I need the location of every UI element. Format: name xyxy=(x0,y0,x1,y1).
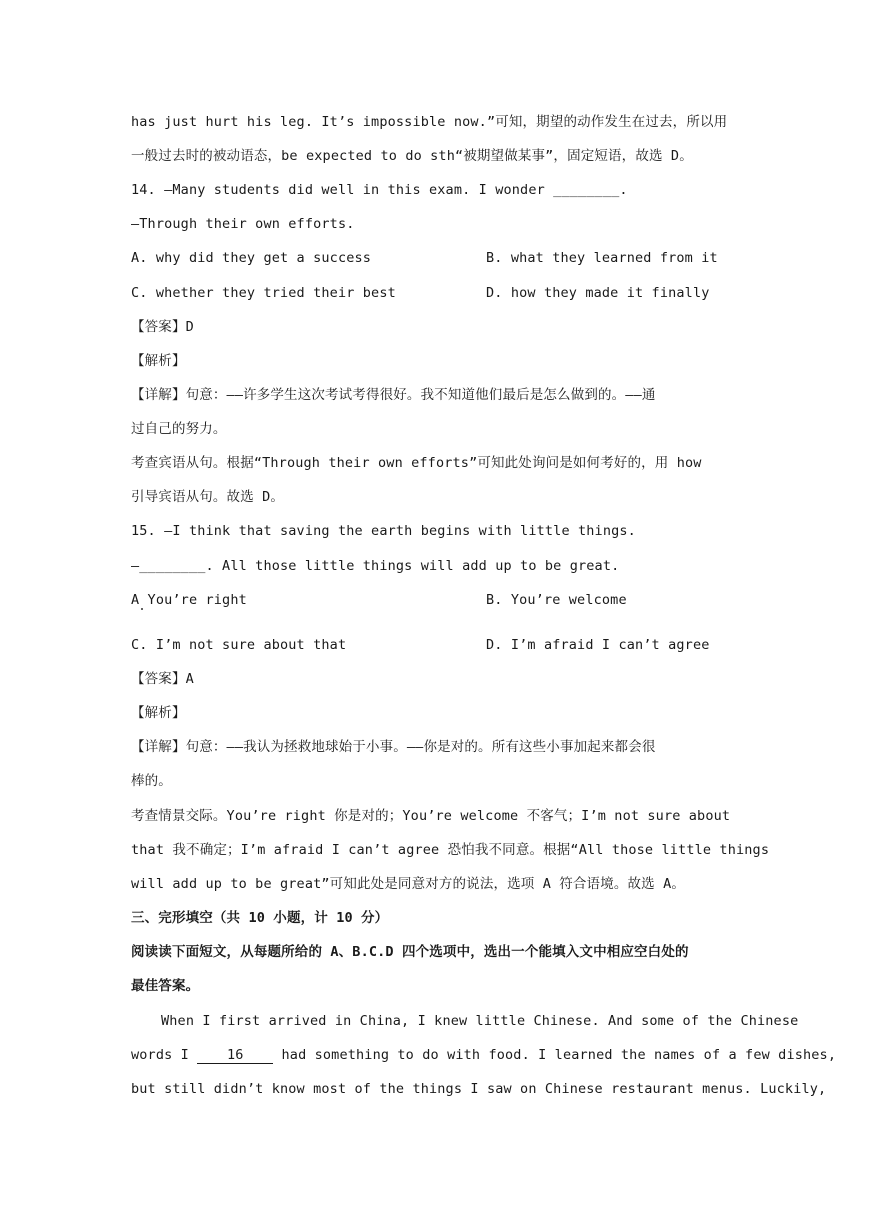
detail-text: 考查情景交际。You’re right 你是对的；You’re welcome 不客气；I’m not sure about xyxy=(131,808,731,824)
text-line: has just hurt his leg. It’s impossible now.”可知，期望的动作发生在过去，所以用 xyxy=(131,114,728,130)
detail-text: that 我不确定；I’m afraid I can’t agree 恐怕我不同意。根据“All those little things xyxy=(131,842,770,858)
text-line: 一般过去时的被动语态，be expected to do sth“被期望做某事”，固定短语，故选 D。 xyxy=(131,148,693,164)
section-instructions: 最佳答案。 xyxy=(131,978,200,994)
question-14: 14. —Many students did well in this exam. I wonder ________. xyxy=(131,182,628,198)
question-14-options-row2 xyxy=(131,283,741,303)
question-15-reply: —________. All those little things will add up to be great. xyxy=(131,558,620,574)
option-c: C. I’m not sure about that xyxy=(131,637,347,653)
detail-text: will add up to be great”可知此处是同意对方的说法，选项 A 符合语境。故选 A。 xyxy=(131,876,686,892)
option-a: A. why did they get a success xyxy=(131,250,372,266)
blank-16: 16 xyxy=(197,1047,273,1064)
detail-text: 【详解】句意：——许多学生这次考试考得很好。我不知道他们最后是怎么做到的。——通 xyxy=(131,387,656,403)
answer-label: 【答案】A xyxy=(131,671,194,687)
analysis-label: 【解析】 xyxy=(131,353,186,369)
question-15-options-row1 xyxy=(131,590,741,610)
question-14-options-row1 xyxy=(131,248,741,268)
detail-text: 考查宾语从句。根据“Through their own efforts”可知此处询问是如何考好的，用 how xyxy=(131,455,702,471)
answer-label: 【答案】D xyxy=(131,319,194,335)
option-a: A You’re right xyxy=(131,592,247,608)
detail-text: 引导宾语从句。故选 D。 xyxy=(131,489,285,505)
detail-text: 棒的。 xyxy=(131,773,172,789)
analysis-label: 【解析】 xyxy=(131,705,186,721)
passage-line: but still didn’t know most of the things I saw on Chinese restaurant menus. Luckily, xyxy=(131,1081,827,1097)
question-15: 15. —I think that saving the earth begins with little things. xyxy=(131,523,636,539)
option-d: D. I’m afraid I can’t agree xyxy=(486,637,710,653)
option-b: B. You’re welcome xyxy=(486,592,627,608)
passage-line: When I first arrived in China, I knew little Chinese. And some of the Chinese xyxy=(161,1013,799,1029)
passage-text: had something to do with food. I learned the names of a few dishes, xyxy=(273,1047,837,1063)
section-heading: 三、完形填空（共 10 小题，计 10 分） xyxy=(131,910,389,926)
detail-text: 过自己的努力。 xyxy=(131,421,227,437)
section-instructions: 阅读读下面短文，从每题所给的 A、B.C.D 四个选项中，选出一个能填入文中相应空白处的 xyxy=(131,944,689,960)
passage-text: words I xyxy=(131,1047,198,1063)
option-d: D. how they made it finally xyxy=(486,285,710,301)
stray-dot xyxy=(141,608,143,610)
detail-text: 【详解】句意：——我认为拯救地球始于小事。——你是对的。所有这些小事加起来都会很 xyxy=(131,739,656,755)
option-b: B. what they learned from it xyxy=(486,250,718,266)
question-15-options-row2 xyxy=(131,635,741,655)
passage-line xyxy=(131,1045,837,1065)
option-c: C. whether they tried their best xyxy=(131,285,396,301)
question-14-reply: —Through their own efforts. xyxy=(131,216,355,232)
